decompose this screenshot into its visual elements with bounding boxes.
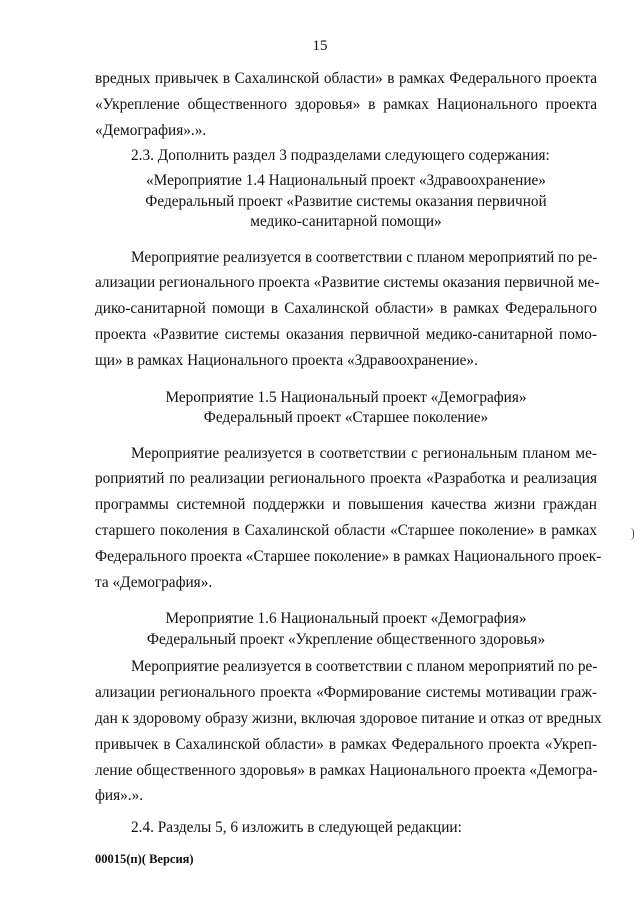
text-line: Мероприятие реализуется в соответствии с планом мероприятий по ре- — [131, 658, 598, 676]
page-number: 15 — [312, 38, 328, 54]
page-content — [95, 66, 602, 841]
text-line: Мероприятие реализуется в соответствии с планом мероприятий по ре- — [131, 248, 598, 266]
body-paragraph-1-5 — [95, 441, 602, 596]
text-line: дан к здоровому образу жизни, включая здоровое питание и отказ от вредных — [95, 710, 602, 728]
text-line: щи» в рамках Национального проекта «Здравоохранение». — [95, 351, 478, 369]
body-paragraph-1-6 — [95, 654, 602, 809]
heading-line: Мероприятие 1.5 Национальный проект «Демография» — [165, 388, 527, 406]
section-heading-1-4 — [95, 171, 597, 233]
text-line: программы системной поддержки и повышения качества жизни граждан — [95, 496, 597, 514]
body-paragraph-1-4 — [95, 245, 600, 374]
heading-line: медико-санитарной помощи» — [250, 213, 442, 231]
intro-paragraph — [95, 66, 597, 143]
text-line: фия».». — [95, 787, 144, 805]
text-line: вредных привычек в Сахалинской области» в рамках Федерального проекта — [95, 70, 597, 87]
heading-line: «Мероприятие 1.4 Национальный проект «Здравоохранение» — [146, 172, 546, 190]
text-line: «Демография».». — [95, 121, 207, 139]
paragraph-2-3: 2.3. Дополнить раздел 3 подразделами следующего содержания: — [131, 147, 550, 165]
text-line: Мероприятие реализуется в соответствии с региональным планом ме- — [131, 444, 597, 462]
margin-scan-mark — [630, 528, 634, 540]
text-line: проекта «Развитие системы оказания первичной медико-санитарной помо- — [95, 326, 597, 344]
text-line: та «Демография». — [95, 573, 213, 591]
heading-line: Мероприятие 1.6 Национальный проект «Демография» — [165, 610, 527, 628]
text-line: привычек в Сахалинской области» в рамках Федерального проекта «Укреп- — [95, 735, 597, 753]
text-line: старшего поколения в Сахалинской области «Старшее поколение» в рамках — [95, 522, 597, 540]
heading-line: Федеральный проект «Старшее поколение» — [203, 409, 489, 427]
text-line: дико-санитарной помощи в Сахалинской области» в рамках Федерального — [95, 300, 597, 318]
text-line: ление общественного здоровья» в рамках Национального проекта «Демогра- — [95, 761, 598, 779]
text-line: ализации регионального проекта «Формирование системы мотивации граж- — [95, 684, 597, 702]
document-footer-code: 00015(п)( Версия) — [95, 852, 194, 866]
paragraph-2-4: 2.4. Разделы 5, 6 изложить в следующей редакции: — [131, 819, 462, 837]
heading-line: Федеральный проект «Укрепление общественного здоровья» — [146, 630, 546, 648]
section-heading-1-6 — [95, 609, 597, 650]
heading-line: Федеральный проект «Развитие системы оказания первичной — [145, 192, 547, 210]
text-line: «Укрепление общественного здоровья» в рамках Национального проекта — [95, 95, 597, 113]
text-line: роприятий по реализации регионального проекта «Разработка и реализация — [95, 470, 597, 488]
section-heading-1-5 — [95, 388, 597, 429]
text-line: ализации регионального проекта «Развитие системы оказания первичной ме- — [95, 274, 600, 292]
text-line: Федерального проекта «Старшее поколение» в рамках Национального проек- — [95, 547, 602, 565]
